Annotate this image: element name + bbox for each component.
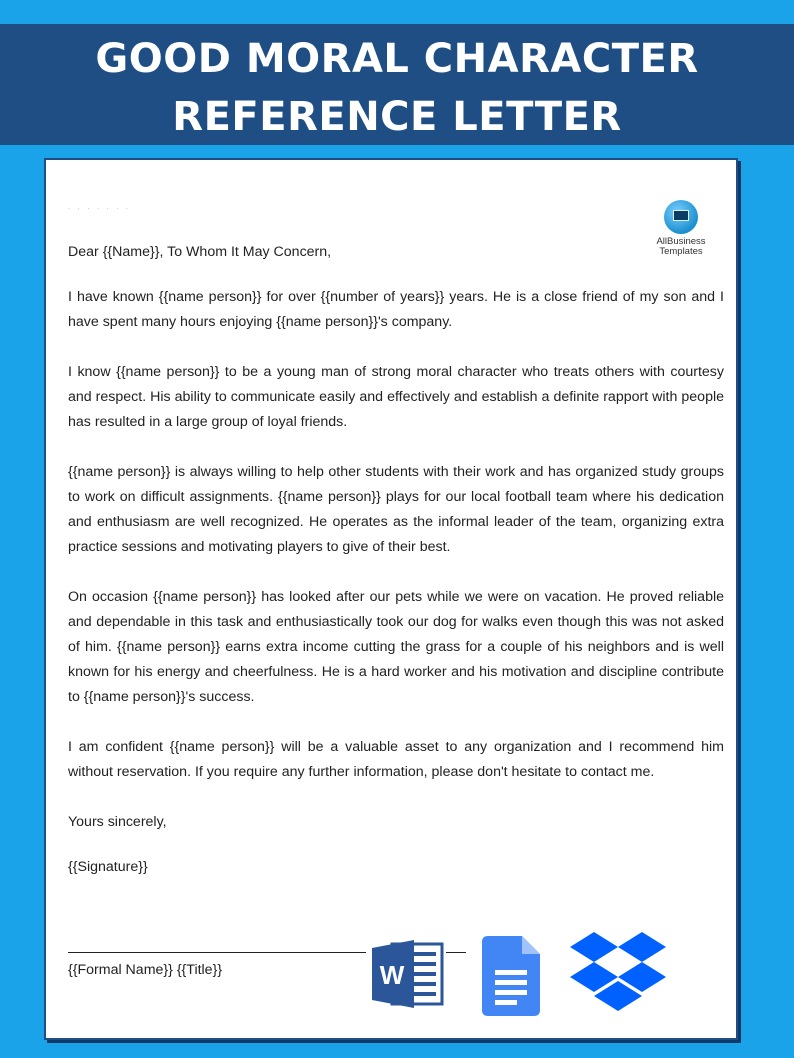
microsoft-word-icon[interactable] [370, 938, 446, 1010]
laptop-icon [664, 200, 698, 234]
logo-line-2: Templates [659, 246, 703, 257]
paragraph-5: I am confident {{name person}} will be a valuable asset to any organization and I recommend him without reservation. If you require any further information, please don't hesitate to contact me. [68, 739, 724, 780]
signature-line [68, 952, 366, 953]
paragraph-3: {{name person}} is always willing to help other students with their work and has organized study groups to work on difficult assignments. {{name person}} plays for our local football team where his dedication and enthusiasm are well recognized. He operates as the informal leader of the team, organizing extra practice sessions and motivating players to give of their best. [68, 464, 724, 555]
greeting: Dear {{Name}}, To Whom It May Concern, [68, 244, 332, 260]
google-docs-icon[interactable] [482, 936, 540, 1016]
closing: Yours sincerely, [68, 814, 167, 830]
signature-placeholder: {{Signature}} [68, 859, 148, 875]
logo-line-1: AllBusiness [656, 236, 706, 247]
svg-text:W: W [379, 960, 405, 990]
formal-name: {{Formal Name}} {{Title}} [68, 962, 223, 978]
letter-body [68, 240, 724, 905]
dropbox-icon[interactable] [570, 930, 666, 1016]
paragraph-4: On occasion {{name person}} has looked after our pets while we were on vacation. He proved reliable and dependable in this task and enthusiastically took our dog for walks even though this was not asked of him. {{name person}} earns extra income cutting the grass for a couple of his neighbors and is well known for his energy and cheerfulness. He is a hard worker and his motivation and discipline contribute to {{name person}}'s success. [68, 589, 724, 705]
letter-page [44, 158, 738, 1040]
title-line-1: GOOD MORAL CHARACTER [95, 36, 699, 82]
paragraph-2: I know {{name person}} to be a young man of strong moral character who treats others with courtesy and respect. His ability to communicate easily and effectively and establish a definite rapport with people has resulted in a large group of loyal friends. [68, 364, 724, 430]
page-title [0, 30, 794, 146]
paragraph-1: I have known {{name person}} for over {{number of years}} years. He is a close friend of my son and I have spent many hours enjoying {{name person}}'s company. [68, 289, 724, 330]
title-line-2: REFERENCE LETTER [172, 94, 622, 140]
faint-header-text: · · · · · · · [68, 206, 131, 212]
signature-line-end [446, 952, 466, 953]
